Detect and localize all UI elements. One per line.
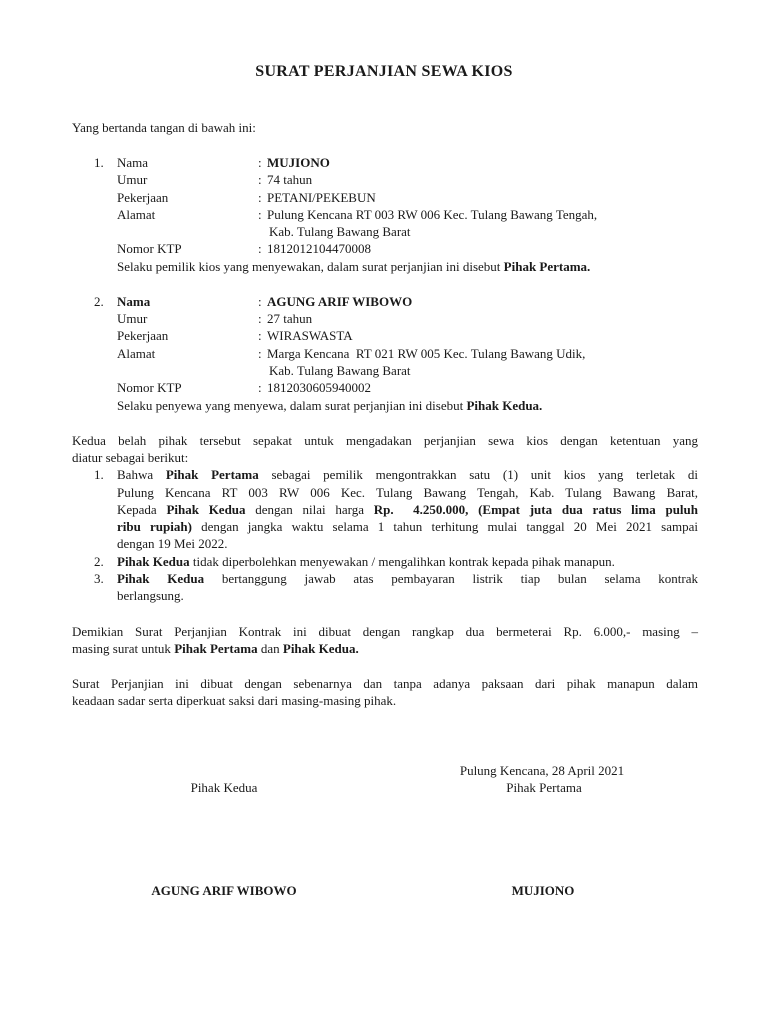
term-1-line3 [117,501,698,518]
term-2-line1 [117,553,615,570]
agreement-intro-line1: Kedua belah pihak tersebut sepakat untuk mengadakan perjanjian sewa kios dengan ketentuan yang [72,433,698,448]
colon: : [258,207,262,222]
party-2-nama-label: Nama [117,294,151,309]
party-1-alamat-line1: Pulung Kencana RT 003 RW 006 Kec. Tulang Bawang Tengah, [267,207,598,222]
party-1-nama-label: Nama [117,155,149,170]
colon: : [258,380,262,395]
document-title: SURAT PERJANJIAN SEWA KIOS [255,63,513,80]
colon: : [258,311,262,326]
party-1-closing-text: Selaku pemilik kios yang menyewakan, dalam surat perjanjian ini disebut [117,259,504,274]
term-1-price: Rp. 4.250.000, (Empat juta dua ratus lima puluh [373,502,698,517]
colon: : [258,155,262,170]
term-3-text: bertanggung jawab atas pembayaran listrik tiap bulan selama kontrak [204,571,698,586]
party-1-ktp-label: Nomor KTP [117,241,182,256]
term-2-number: 2. [94,554,104,569]
term-1-text: dengan jangka waktu selama 1 tahun terhitung mulai tanggal 20 Mei 2021 sampai [191,519,698,534]
colon: : [258,328,262,343]
party-1-nama-value: MUJIONO [267,155,330,170]
term-1-price: ribu rupiah) [117,519,192,534]
colon: : [258,346,262,361]
term-1-party: Pihak Pertama [165,467,259,482]
party-1-pekerjaan-value: PETANI/PEKEBUN [267,190,376,205]
term-1-text: Kepada [117,502,167,517]
party-1-umur-value: 74 tahun [267,172,313,187]
term-3-party: Pihak Kedua [117,571,205,586]
closing-1-text: dan [257,641,283,656]
party-1-closing [117,258,590,275]
agreement-intro-line2: diatur sebagai berikut: [72,450,189,465]
party-2-number: 2. [94,294,104,309]
term-1-text: Bahwa [117,467,166,482]
party-2-pekerjaan-value: WIRASWASTA [267,328,353,343]
colon: : [258,190,262,205]
term-3-line2: berlangsung. [117,588,184,603]
closing-1-party: Pihak Pertama [174,641,258,656]
closing-1-line2 [72,640,359,657]
party-2-umur-value: 27 tahun [267,311,313,326]
term-1-number: 1. [94,467,104,482]
place-date: Pulung Kencana, 28 April 2021 [459,763,625,778]
closing-1-line1: Demikian Surat Perjanjian Kontrak ini dibuat dengan rangkap dua bermeterai Rp. 6.000,- masing – [72,624,698,639]
party-2-closing-text: Selaku penyewa yang menyewa, dalam surat perjanjian ini disebut [117,398,467,413]
party-2-ktp-value: 1812030605940002 [267,380,371,395]
term-1-party: Pihak Kedua [166,502,246,517]
party-1-alamat-line2: Kab. Tulang Bawang Barat [269,224,411,239]
term-2-party: Pihak Kedua [117,554,190,569]
term-1-line2: Pulung Kencana RT 003 RW 006 Kec. Tulang Bawang Tengah, Kab. Tulang Bawang Barat, [117,485,698,500]
party-1-pekerjaan-label: Pekerjaan [117,190,169,205]
term-1-line4 [117,518,698,535]
party-2-closing-bold: Pihak Kedua. [466,398,543,413]
closing-2-line1: Surat Perjanjian ini dibuat dengan sebenarnya dan tanpa adanya paksaan dari pihak manapun dalam [72,676,698,691]
party-1-alamat-label: Alamat [117,207,156,222]
colon: : [258,241,262,256]
closing-1-text: masing surat untuk [72,641,175,656]
party-2-ktp-label: Nomor KTP [117,380,182,395]
term-1-text: dengan nilai harga [245,502,374,517]
party-1-ktp-value: 1812012104470008 [267,241,371,256]
party-2-alamat-line1: Marga Kencana RT 021 RW 005 Kec. Tulang Bawang Udik, [267,346,586,361]
party-2-nama-value: AGUNG ARIF WIBOWO [267,294,413,309]
term-3-line1 [117,570,698,587]
party-2-closing [117,397,542,414]
party-2-pekerjaan-label: Pekerjaan [117,328,169,343]
signature-left-name: AGUNG ARIF WIBOWO [151,883,297,898]
term-3-number: 3. [94,571,104,586]
party-2-alamat-label: Alamat [117,346,156,361]
party-2-alamat-line2: Kab. Tulang Bawang Barat [269,363,411,378]
party-1-closing-bold: Pihak Pertama. [503,259,591,274]
party-1-umur-label: Umur [117,172,148,187]
term-1-line1 [117,466,698,483]
colon: : [258,294,262,309]
signature-left-role: Pihak Kedua [190,780,258,795]
intro-text: Yang bertanda tangan di bawah ini: [72,120,256,135]
signature-right-name: MUJIONO [511,883,575,898]
party-2-umur-label: Umur [117,311,148,326]
colon: : [258,172,262,187]
term-2-text: tidak diperbolehkan menyewakan / mengalihkan kontrak kepada pihak manapun. [189,554,615,569]
signature-right-role: Pihak Pertama [506,780,582,795]
closing-2-line2: keadaan sadar serta diperkuat saksi dari masing-masing pihak. [72,693,397,708]
closing-1-party: Pihak Kedua. [282,641,359,656]
party-1-number: 1. [94,155,104,170]
term-1-line5: dengan 19 Mei 2022. [117,536,228,551]
term-1-text: sebagai pemilik mengontrakkan satu (1) unit kios yang terletak di [258,467,698,482]
